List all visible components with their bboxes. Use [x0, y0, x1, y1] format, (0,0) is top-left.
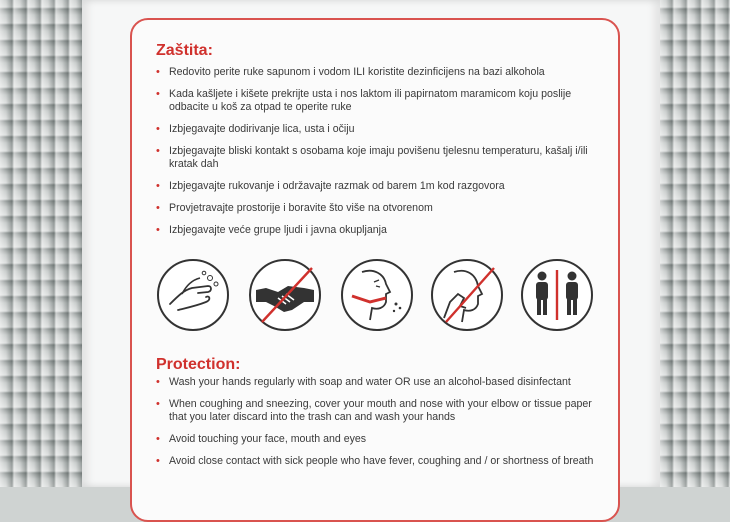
bullet-icon: •	[156, 455, 160, 467]
list-item: • Izbjegavajte bliski kontakt s osobama koje imaju povišenu tjelesnu temperaturu, kašalj i/ili kratak dah	[156, 145, 588, 170]
bullet-icon: •	[156, 376, 160, 388]
heading-hr: Zaštita:	[156, 42, 213, 59]
frosted-glass-left	[0, 0, 82, 487]
pictogram-row	[156, 258, 596, 334]
list-item: • Provjetravajte prostorije i boravite što više na otvorenom	[156, 202, 433, 214]
no-handshake-icon	[248, 258, 322, 332]
list-hr	[156, 66, 606, 246]
list-item: • Kada kašljete i kišete prekrijte usta i nos laktom ili papirnatom maramicom koju poslije odbacite u koš za otpad te operite ruke	[156, 88, 572, 113]
list-item: • Redovito perite ruke sapunom i vodom ILI koristite dezinficijens na bazi alkohola	[156, 66, 545, 78]
list-item: • Avoid close contact with sick people who have fever, coughing and / or shortness of breath	[156, 455, 594, 467]
list-item: • Izbjegavajte veće grupe ljudi i javna okupljanja	[156, 224, 387, 236]
list-item: • Izbjegavajte dodirivanje lica, usta i očiju	[156, 123, 355, 135]
heading-en: Protection:	[156, 356, 241, 373]
list-item: • When coughing and sneezing, cover your mouth and nose with your elbow or tissue paper that you later discard into the trash can and wash your hands	[156, 398, 592, 423]
bullet-icon: •	[156, 202, 160, 214]
list-item: • Izbjegavajte rukovanje i održavajte razmak od barem 1m kod razgovora	[156, 180, 505, 192]
no-face-touching-icon	[430, 258, 504, 332]
cover-sneeze-icon	[340, 258, 414, 332]
hand-washing-icon	[156, 258, 230, 332]
bullet-icon: •	[156, 180, 160, 192]
frosted-glass-right	[660, 0, 730, 487]
keep-distance-icon	[520, 258, 594, 332]
bullet-icon: •	[156, 224, 160, 236]
bullet-icon: •	[156, 145, 160, 157]
list-item: • Wash your hands regularly with soap and water OR use an alcohol-based disinfectant	[156, 376, 571, 388]
list-en	[156, 376, 606, 477]
bullet-icon: •	[156, 88, 160, 100]
poster-paper	[82, 0, 660, 487]
list-item: • Avoid touching your face, mouth and eyes	[156, 433, 367, 445]
bullet-icon: •	[156, 398, 160, 410]
bullet-icon: •	[156, 123, 160, 135]
bullet-icon: •	[156, 66, 160, 78]
bullet-icon: •	[156, 433, 160, 445]
